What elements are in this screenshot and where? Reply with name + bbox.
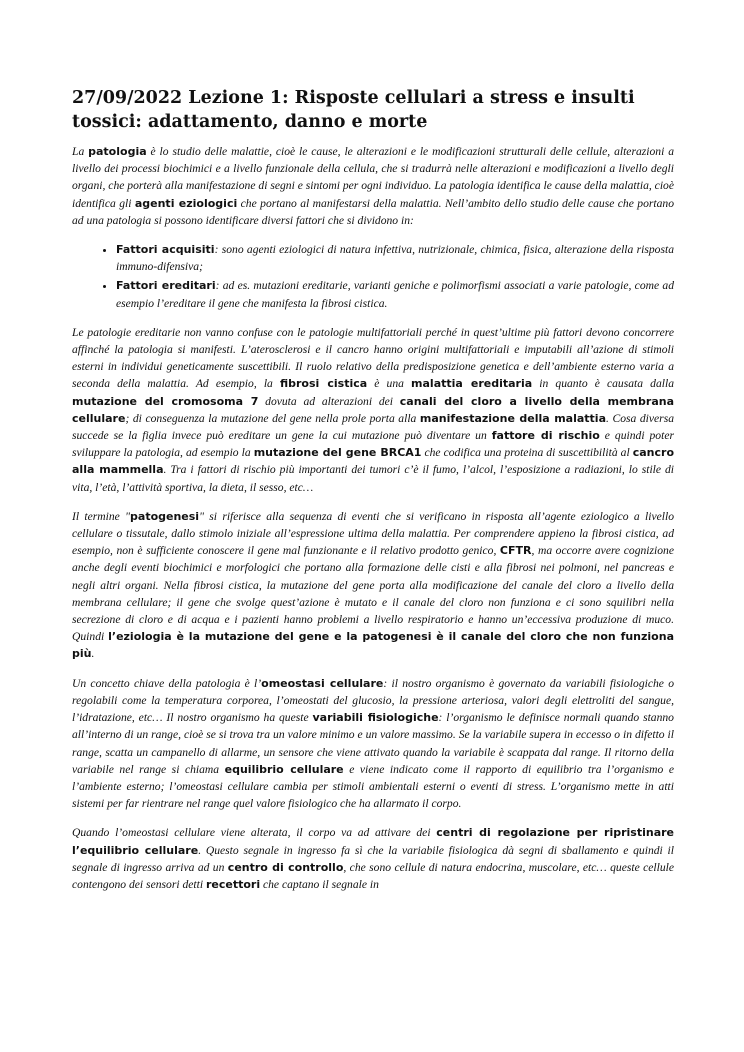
factors-list xyxy=(72,241,674,312)
bold-term: centri di regolazione per ripristinare l’equilibrio cellulare xyxy=(72,826,674,857)
text-run: ; di conseguenza la mutazione del gene nella prole porta alla xyxy=(125,411,420,425)
bold-term: patogenesi xyxy=(130,509,200,523)
paragraph-patologia xyxy=(72,143,674,229)
bold-term: variabili fisiologiche xyxy=(312,711,439,725)
bold-term: omeostasi cellulare xyxy=(261,676,384,690)
bold-term: mutazione del cromosoma 7 xyxy=(72,394,259,408)
bold-term: Fattori acquisiti xyxy=(116,243,215,257)
text-run: : ad es. mutazioni ereditarie, varianti geniche e polimorfismi associati a varie patologie, come ad esempio l’ereditare il gene che manifesta la fibrosi cistica. xyxy=(116,279,674,310)
text-run: Quando l’omeostasi cellulare viene alterata, il corpo va ad attivare dei xyxy=(72,826,437,840)
list-item-ereditari xyxy=(116,277,674,311)
text-run: . xyxy=(91,647,95,661)
bold-term: fibrosi cistica xyxy=(279,377,368,391)
paragraph-regolazione xyxy=(72,824,674,893)
paragraph-omeostasi xyxy=(72,675,674,813)
text-run: che captano il segnale in xyxy=(260,877,379,891)
text-run: dovuta ad alterazioni dei xyxy=(258,394,400,408)
list-item-acquisiti xyxy=(116,241,674,275)
paragraph-patogenesi xyxy=(72,508,674,663)
bold-term: cancro alla mammella xyxy=(72,446,674,477)
lesson-title: 27/09/2022 Lezione 1: Risposte cellulari a stress e insulti tossici: adattamento, danno e morte xyxy=(72,88,635,132)
text-run: che codifica una proteina di suscettibilità al xyxy=(421,446,633,460)
bold-term: manifestazione della malattia xyxy=(419,411,606,425)
text-run: La xyxy=(72,145,89,158)
bold-term: centro di controllo xyxy=(227,860,344,874)
text-run: che portano al manifestarsi della malattia. Nell’ambito dello studio delle cause che portano ad una patologia si possono identificare diversi fattori che si dividono in: xyxy=(72,196,674,227)
paragraph-patologie-ereditarie xyxy=(72,324,674,496)
bold-term: patologia xyxy=(88,145,147,158)
bold-term: l’eziologia è la mutazione del gene e la patogenesi è il canale del cloro che non funziona più xyxy=(72,630,674,661)
text-run: , ma occorre avere cognizione anche degli eventi biochimici e morfologici che portano alla formazione delle cisti e alla fibrosi nei polmoni, nel pancreas e negli altri organi. Nella fibrosi cistica, la mutazione del gene porta alla modificazione del canale del cloro a livello della membrana cellulare; il gene che svolge quest’azione è mutato e il canale del cloro non funziona e ci sono squilibri nella secrezione di cloro e di acqua e i pazienti hanno problemi a livello respiratorio e hanno un’eccessiva produzione di muco. Quindi xyxy=(72,544,674,644)
bold-term: canali del cloro a livello della membrana cellulare xyxy=(72,394,674,425)
bold-term: fattore di rischio xyxy=(491,429,600,443)
text-run: : sono agenti eziologici di natura infettiva, nutrizionale, chimica, fisica, alterazione della risposta immuno-difensiva; xyxy=(116,243,674,274)
bold-term: CFTR xyxy=(499,544,532,558)
text-run: Il termine " xyxy=(72,509,131,523)
text-run: . Questo segnale in ingresso fa sì che la variabile fisiologica dà segni di sballamento e quindi il segnale di ingresso arriva ad un xyxy=(72,843,674,874)
document-page xyxy=(72,86,674,905)
text-run: . Cosa diversa succede se la figlia invece può ereditare un gene la cui mutazione può diventare un xyxy=(72,411,675,443)
bold-term: Fattori ereditari xyxy=(116,279,216,293)
bold-term: equilibrio cellulare xyxy=(224,762,344,776)
text-run: è una xyxy=(367,377,412,391)
text-run: in quanto è causata dalla xyxy=(532,377,675,391)
bold-term: mutazione del gene BRCA1 xyxy=(253,446,422,460)
bold-term: malattia ereditaria xyxy=(411,377,533,391)
text-run: e quindi poter sviluppare la patologia, ad esempio la xyxy=(72,429,674,460)
text-run: , che sono cellule di natura endocrina, muscolare, etc… queste cellule contengono dei sensori detti xyxy=(72,860,675,891)
text-run: . Tra i fattori di rischio più importanti dei tumori c’è il fumo, l’alcol, l’esposizione a radiazioni, lo stile di vita, l’età, l’attività sportiva, la dieta, il sesso, etc… xyxy=(72,463,675,494)
text-run: Un concetto chiave della patologia è l’ xyxy=(72,676,262,690)
watermark xyxy=(620,560,660,980)
text-run: e viene indicato come il rapporto di equilibrio tra l’organismo e l’ambiente esterno; l’omeostasi cellulare cambia per stimoli ambientali esterni o eventi di stress. L’organismo mette in atti sistemi per far rientrare nel range quel valore fisiologico che ha allarmato il corpo. xyxy=(72,762,674,811)
text-run: Le patologie ereditarie non vanno confuse con le patologie multifattoriali perché in quest’ultime più fattori devono concorrere affinché la patologia si manifesti. L’aterosclerosi e il cancro hanno origini multifattoriali e imputabili all’azione di stimoli esterni in individui geneticamente suscettibili. Il ruolo relativo della predisposizione genetica e dell’ambiente esterno varia a seconda della malattia. Ad esempio, la xyxy=(72,325,674,391)
bold-term: agenti eziologici xyxy=(134,196,238,210)
bold-term: recettori xyxy=(205,877,261,891)
text-run: : l’organismo le definisce normali quando stanno all’interno di un range, cioè se si trova tra un valore minimo e un valore massimo. Se la variabile supera in eccesso o in difetto il range, scatta un campanello di allarme, un sensore che viene attivato quando la variabile è scappata dal range. Il ritorno della variabile nel range si chiama xyxy=(72,711,674,776)
text-run: " si riferisce alla sequenza di eventi che si verificano in risposta all’agente eziologico a livello cellulare o tissutale, dallo stimolo iniziale all’espressione ultima della malattia. Per comprendere appieno la fibrosi cistica, ad esempio, non è sufficiente conoscere il gene mal funzionante e il relativo prodotto genico, xyxy=(72,509,674,558)
text-run: : il nostro organismo è governato da variabili fisiologiche o regolabili come la temperatura corporea, l’omeostati del glucosio, la pressione arteriosa, valori degli elettroliti del sangue, l’idratazione, etc… Il nostro organismo ha queste xyxy=(72,676,674,725)
text-run: è lo studio delle malattie, cioè le cause, le alterazioni e le modificazioni strutturali delle cellule, alterazioni a livello dei processi biochimici e a livello funzionale della cellula, che si tradurrà nelle alterazioni e modificazioni a livello degli organi, che porterà alla manifestazione di segni e sintomi per ogni individuo. La patologia identifica le cause della malattia, cioè identifica gli xyxy=(72,145,674,210)
